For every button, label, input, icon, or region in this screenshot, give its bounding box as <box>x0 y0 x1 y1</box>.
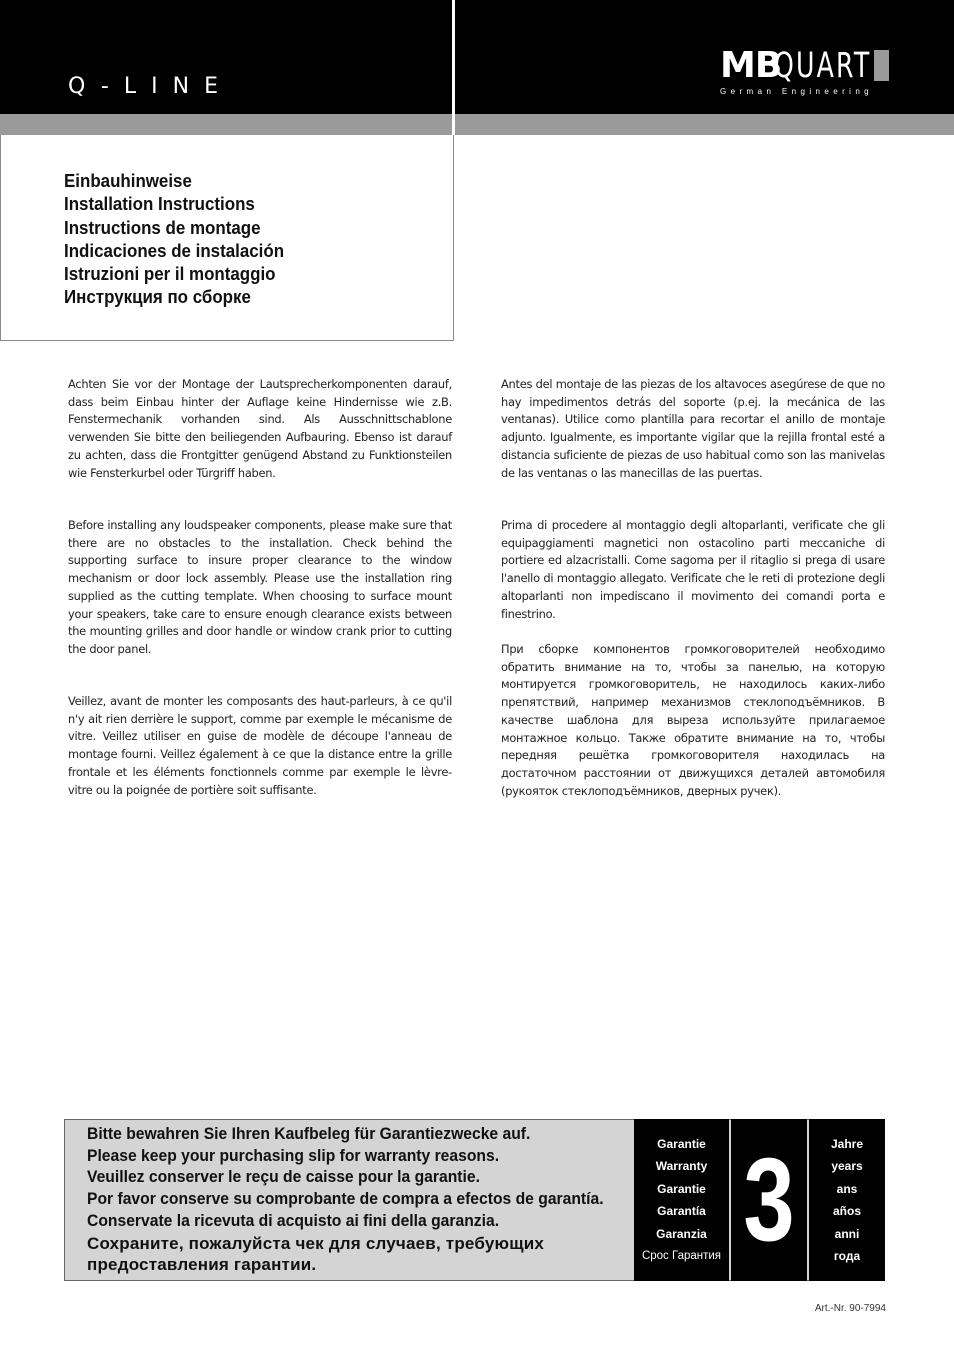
title-fr: Instructions de montage <box>64 217 261 238</box>
warranty-unit-es: años <box>832 1204 861 1219</box>
warranty-years-number: 3 <box>743 1134 795 1266</box>
warranty-label-es: Garantía <box>657 1204 706 1219</box>
warranty-line-es: Por favor conserve su comprobante de compra a efectos de garantía. <box>87 1190 604 1209</box>
warranty-line-de: Bitte bewahren Sie Ihren Kaufbeleg für Garantiezwecke auf. <box>87 1125 531 1143</box>
warranty-line-en: Please keep your purchasing slip for warranty reasons. <box>87 1146 500 1165</box>
paragraph-es: Antes del montaje de las piezas de los altavoces asegúrese de que no hay impedimentos detrás del soporte (p.ej. la mecánica de las ventanas). Utilice como plantilla para recortar el anillo de montaje adjunto. Igualmente, es importante vigilar que la rejilla frontal esté a distancia suficiente de piezas de uso habitual como son las manivelas de las ventanas o las manecillas de las puertas. <box>501 377 885 480</box>
warranty-label-it: Garanzia <box>656 1226 707 1241</box>
warranty-label-ru: Срос Гарантия <box>641 1250 722 1263</box>
warranty-number-panel <box>731 1119 807 1281</box>
brand-logo <box>720 46 892 98</box>
paragraph-ru: При сборке компонентов громкоговорителей необходимо обратить внимание на то, чтобы за панелью, на которую монтируется громкоговоритель, не находилось каких-либо препятствий, например механизмов стеклоподъёмников. В качестве шаблона для выреза используйте прилагаемое монтажное кольцо. Также обратите внимание на то, чтобы передняя решётка громкоговорителя находилась на достаточном расстоянии от движущихся деталей автомобиля (рукояток стеклоподъёмников, дверных ручек). <box>501 642 885 798</box>
warranty-units-panel <box>809 1119 885 1281</box>
title-list <box>64 170 298 310</box>
title-ru: Инструкция по сборке <box>64 287 251 308</box>
warranty-label-fr: Garantie <box>657 1181 706 1196</box>
warranty-notice <box>87 1124 632 1276</box>
warranty-line-it: Conservate la ricevuta di acquisto ai fini della garanzia. <box>87 1211 500 1230</box>
logo-quart: QUART <box>774 46 872 86</box>
warranty-line-fr: Veuillez conserver le reçu de caisse pour la garantie. <box>87 1168 480 1187</box>
article-number: Art.-Nr. 90-7994 <box>814 1303 886 1314</box>
warranty-unit-fr: ans <box>836 1181 858 1196</box>
paragraph-de: Achten Sie vor der Montage der Lautsprecherkomponenten darauf, dass beim Einbau hinter der Auflage keine Hindernisse wie z.B. Fenstermechanik vorhanden sind. Als Ausschnittschablone verwenden Sie bitte den beiliegenden Aufbauring. Ebenso ist darauf zu achten, dass die Frontgitter genügend Abstand zu Funktionsteilen wie Fensterkurbel oder Türgriff haben. <box>68 377 452 480</box>
warranty-line-ru-2: предоставления гарантии. <box>87 1255 317 1275</box>
logo-mb: MB <box>720 45 782 86</box>
warranty-unit-en: years <box>831 1159 863 1174</box>
gray-band-left <box>0 114 452 135</box>
title-it: Istruzioni per il montaggio <box>64 264 276 285</box>
warranty-label-en: Warranty <box>655 1159 708 1174</box>
warranty-unit-it: anni <box>834 1226 860 1241</box>
paragraph-fr: Veillez, avant de monter les composants des haut-parleurs, à ce qu'il n'y ait rien derrière le support, comme par exemple le mécanisme de vitre. Veillez utiliser en guise de modèle de découpe l'anneau de montage fourni. Veillez également à ce que la distance entre la grille frontale et les éléments fonctionnels comme par exemple le lèvre-vitre ou la poignée de portière soit suffisante. <box>68 694 452 797</box>
title-de: Einbauhinweise <box>64 171 192 191</box>
title-es: Indicaciones de instalación <box>64 240 285 261</box>
logo-square-mark <box>874 50 889 81</box>
logo-tagline: German Engineering <box>720 87 874 96</box>
warranty-line-ru-1: Сохраните, пожалуйста чек для случаев, требующих <box>87 1233 545 1253</box>
paragraph-en: Before installing any loudspeaker components, please make sure that there are no obstacles to the installation. Check behind the supporting surface to insure proper clearance to the window mechanism or door lock assembly. Please use the installation ring supplied as the cutting template. When choosing to surface mount your speakers, take care to ensure enough clearance exists between the mounting grilles and door handle or window crank prior to cutting the door panel. <box>68 518 452 656</box>
gray-band-right <box>455 114 954 135</box>
product-line-title: Q-LINE <box>68 74 233 99</box>
warranty-unit-ru: года <box>833 1249 861 1264</box>
warranty-labels-panel <box>634 1119 729 1281</box>
warranty-label-de: Garantie <box>657 1137 706 1151</box>
warranty-unit-de: Jahre <box>830 1137 864 1151</box>
paragraph-it: Prima di procedere al montaggio degli altoparlanti, verificate che gli equipaggiamenti magnetici non ostacolino parti meccaniche di portiere ed alzacristalli. Come sagoma per il ritaglio si prega di usare l'anello di montaggio allegato. Verificate che le reti di protezione degli altoparlanti non impediscano il movimento dei comandi porta e finestrino. <box>501 518 885 621</box>
title-en: Installation Instructions <box>64 194 255 215</box>
